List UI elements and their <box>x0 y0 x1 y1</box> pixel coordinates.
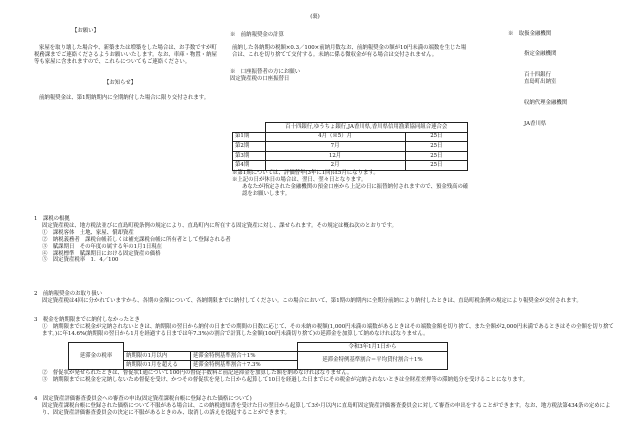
day-cell: 25日 <box>405 132 467 142</box>
s1-item: ① 課税客体 土地、家屋、償却資産 <box>42 229 134 236</box>
period-cell: 第1期 <box>233 132 266 142</box>
s4-title: 4 固定資産評価審査委員会への審査の申出(固定資産課税台帳に登録された価格について) <box>34 396 252 402</box>
s2-body: 固定資産税は4回に分かれていますから、各期の金額について、各納期限までに納付してください。この場合において、第1期の納期内に全期分前納により納付したときは、直島町税条例の規定により報奨金が交付されます。 <box>42 297 582 304</box>
transfer-subtitle: 固定資産税の口座振替日 <box>230 75 290 82</box>
bank-header-cell: 百十四銀行,ゆうちょ銀行,JA香川県,香川県信用漁業協同組合連合会 <box>265 123 468 133</box>
bank-item-agent: 収納代理金融機関 <box>524 99 568 106</box>
s2-title: 2 前納報奨金のお取り扱い <box>34 291 103 297</box>
transfer-note: あなたが指定された金融機関の預金口座から上記の日に振替納付されますので、預金残高の確認をお願いします。 <box>242 183 469 197</box>
table-row <box>233 151 468 161</box>
s3-item1: ① 納期限までに税金が完納されないときは、納期限の翌日から納付の日までの期間の日数に応じて、その未納の税額(1,000円未満の端数があるときはその端数金額を切り捨て、また全額が2,000円未満であるときはその全額を切り捨てます。)に年14.6%(納期限の翌日から1月を経過する日までは年7.3%)の割合で計算した金額(100円未満切り捨て)の延滞金を加算して納めなければなりません。 <box>42 323 614 337</box>
s1-item: ② 納税義務者 課税台帳若しくは補充課税台帳に所有者として登録される者 <box>42 236 231 243</box>
table-row <box>233 132 468 142</box>
section-3-cont <box>34 370 614 384</box>
request-body: 家屋を取り壊した場合や、新築または増築をした場合は、お手数ですが町税務課までご連絡くださるようお願いいたします。なお、車庫・物置・納屋等も家屋に含まれますので、これらについてもご連絡ください。 <box>34 44 217 65</box>
notice-title: 【お知らせ】 <box>104 79 137 86</box>
calc-title: ※ 前納報奨金の計算 <box>230 32 284 38</box>
s1-title: 1 課税の根拠 <box>34 216 70 222</box>
delay-rate-table <box>68 342 448 370</box>
calc-body: 前納した各納期の税額×0.3／100×前納月数なお、前納報奨金の額が10円未満の端数を生じた場合は、これを切り捨てて交付する。未納に係る微収金が有る場合は交付されません。 <box>232 44 467 58</box>
notice-body: 前納報奨金は、第1期納期内に全期納付した場合に限り交付されます。 <box>39 94 210 101</box>
s3-item3: ③ 納期限までに税金を完納しないため督促を受け、かつその督促状を発した日から起算して10日を経過した日までにその税金が完納されないときは全財産差押等の滞納処分を受けることになります。 <box>42 376 528 383</box>
table-row <box>233 142 468 152</box>
s3-item2: ② 督促状が発せられたときは、督促状1通について100円の督促手数料と前記延滞金を加算した額を納めなければなりません。 <box>42 370 353 376</box>
bank-item-ja: JA香川県 <box>524 120 547 127</box>
s1-body: 固定資産税は、地方税法並びに直島町税条例の規定により、直島町内に所在する固定資産に対し、課せられます。その規定は概ね次のとおりです。 <box>42 222 397 229</box>
section-2 <box>34 291 614 305</box>
month-cell: 7月 <box>265 142 405 152</box>
transfer-title: ※ 口座振替者の方にお願い <box>230 68 301 75</box>
blank-header-cell <box>124 343 298 352</box>
request-title: 【お願い】 <box>72 28 99 34</box>
bank-item-114: 百十四銀行 <box>524 71 551 78</box>
delay-period-cell: 納期限の1月以内 <box>124 352 191 361</box>
period-cell: 第4期 <box>233 161 266 171</box>
bank-item-designated: 指定金融機関 <box>524 50 557 57</box>
s4-body: 固定資産課税台帳に登録された価格について不服がある場合は、この納税通知書を受けた日の翌日から起算して3か月以内に直島町固定資産評価審査委員会に対して審査の申出をすることができます。なお、地方税法第434条の定めにより、固定資産評価審査委員会の決定に不服があるときのみ、取消しの訴えを提起することができます。 <box>42 402 611 416</box>
day-cell: 25日 <box>405 161 467 171</box>
period-cell: 第3期 <box>233 151 266 161</box>
delay-special-rate-cell: 延滞金特例基準割合＝平均貸付割合＋1% <box>298 352 448 370</box>
period-cell: 第2期 <box>233 142 266 152</box>
transfer-note: ※第1期については、評価替年(3年に1回)は5月になります。 <box>232 170 379 176</box>
blank-corner-cell <box>233 123 266 133</box>
s1-item: ④ 課税標準 賦課期日における固定資産の価格 <box>42 250 161 257</box>
month-cell: 2月 <box>265 161 405 171</box>
bank-item-cashier: 直島町出納室 <box>524 78 557 85</box>
section-1 <box>34 216 614 264</box>
delay-label-cell: 延滞金の税率 <box>69 343 124 370</box>
delay-date-header: 令和3年1月1日から <box>298 343 448 352</box>
day-cell: 25日 <box>405 142 467 152</box>
delay-rate-cell: 延滞金特例基準割合＋7.3% <box>191 361 298 370</box>
left-column <box>34 28 219 101</box>
delay-rate-cell: 延滞金特例基準割合＋1% <box>191 352 298 361</box>
transfer-note: ※上記の日が休日の場合は、翌日、翌々日となります。 <box>232 176 367 183</box>
bank-title: ※ 取扱金融機関 <box>508 31 552 37</box>
s1-item: ③ 賦課期日 その年度の属する年の1月1日現在 <box>42 243 163 250</box>
page-mark: (裏) <box>310 14 320 20</box>
section-4 <box>34 396 614 417</box>
delay-period-cell: 納期限の1月を超える <box>124 361 191 370</box>
day-cell: 25日 <box>405 151 467 161</box>
month-cell: 12月 <box>265 151 405 161</box>
table-row <box>69 352 448 361</box>
transfer-notes <box>232 170 472 198</box>
section-3 <box>34 317 614 338</box>
s3-title: 3 税金を納期限までに納付しなかったとき <box>34 317 140 323</box>
month-cell: 4月（※5）月 <box>265 132 405 142</box>
s1-item: ⑤ 固定資産税率 1．4／100 <box>42 257 119 264</box>
transfer-schedule-table <box>232 122 468 171</box>
right-column <box>508 31 598 127</box>
middle-column <box>230 32 468 83</box>
